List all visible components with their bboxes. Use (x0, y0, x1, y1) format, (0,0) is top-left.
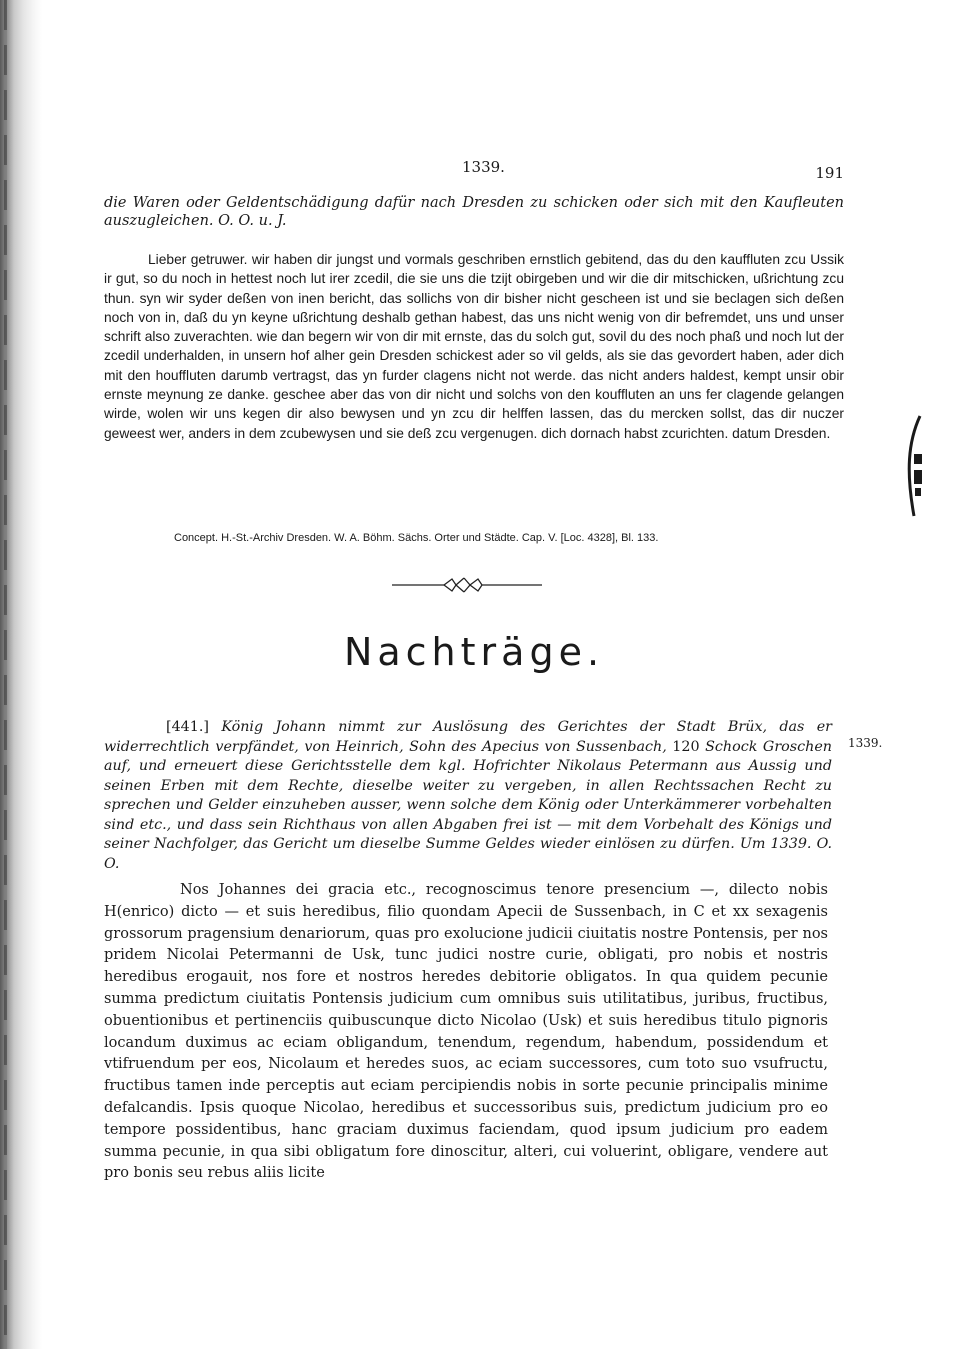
ornament-divider-icon (392, 575, 542, 595)
header-year: 1339. (462, 158, 505, 176)
regest-abstract (104, 718, 832, 874)
margin-year: 1339. (848, 736, 883, 750)
previous-document-abstract-end: die Waren oder Geldentschädigung dafür nach Dresden zu schicken oder sich mit den Kaufleuten auszugleichen. O. O. u. J. (104, 195, 844, 229)
page-number: 191 (815, 164, 844, 182)
margin-stamp-mark-icon (900, 412, 926, 522)
running-head (104, 150, 844, 180)
section-title: Nachträge. (343, 630, 605, 674)
regest-amount: 120 (672, 738, 700, 755)
letter-text: Lieber getruwer. wir haben dir jungst und vormals geschriben ernstlich gebitend, das du den kauffluten zcu Ussik ir gut, so du noch in hettest noch lut irer zcedil, die sie uns die tzijt obirgeben und wir die dir mitschicken, ußrichtung zcu thun. syn wir syder deßen von inen bericht, das sollichs von dir bisher nicht gescheen ist und sie beclagen sich deßen noch von in, daß du yn keyne ußrichtung deshalb gethan habest, das uns nicht wenig von dir befremdet, uns und unser schrift also zuverachten. wie dan begern wir von dir mit ernste, das du solch gut, sovil du des noch phaß und noch lut der zcedil underhalden, in unsern hof alher gein Dresden schickest ader so vil gelds, als sie das gevordert haben, ader dich mit den houffluten darumb vertragst, das yn furder clagens nicht not werde. das nicht anders haldest, kempt unsir obir ernste meynung ze danke. geschee aber das von dir nicht und solchs von den kouffluten an uns fer clagende gelangen wirde, wolen wir uns kegen dir also bewysen und yn zcu dir helffen lassen, das du mercken sollst, das dir nuczer geweest wer, anders in dem zcubewysen und sie deß zcu vergenugen. dich dornach habst zcurichten. datum Dresden. (104, 252, 844, 441)
source-citation: Concept. H.-St.-Archiv Dresden. W. A. Böhm. Sächs. Orter und Städte. Cap. V. [Loc. 4328], Bl. 133. (174, 532, 659, 544)
regest-number: [441.] (166, 719, 209, 735)
regest-text-part-b: Schock Groschen auf, und erneuert diese Gerichtsstelle dem kgl. Hofrichter Nikolaus Petermann aus Aussig und seinen Erben mit dem Rechte, dieselbe weiter zu vergeben, in allen Rechtssachen Recht zu sprechen und Gelder einzuheben ausser, wenn solche dem König oder Unterkämmerer vorbehalten sind etc., und dass sein Richthaus von allen Abgaben frei ist — mit dem Vorbehalt des Königs und seiner Nachfolger, das Gericht um dieselbe Summe Geldes wieder einlösen zu dürfen. Um 1339. O. O. (104, 738, 832, 872)
regest-text-part-a: König Johann nimmt zur Auslösung des Gerichtes der Stadt Brüx, das er widerrechtlich verpfändet, von Heinrich, Sohn des Apecius von Sussenbach, (104, 719, 832, 755)
scan-binding-edge (0, 0, 42, 1349)
charter-latin-text: Nos Johannes dei gracia etc., recognoscimus tenore presencium —, dilecto nobis H(enrico) dicto — et suis heredibus, filio quondam Apecii de Sussenbach, in C et xx sexagenis grossorum pragensium denariorum, quas pro exolucione judicii ciuitatis nostre Pontensis, per nos pridem Nicolai Petermanni de Usk, tunc judici nostre curie, obligati, pro nobis et nostris heredibus erogauit, nos fore et nostros heredes debitorie obligatos. In qua quidem pecunie summa predictum ciuitatis Pontensis judicium cum omnibus suis utilitatibus, juribus, fructibus, obuentionibus et pertinenciis quibuscunque dicto Nicolao (Usk) et suis heredibus titulo pignoris locandum duximus ac eciam obligandum, tenendum, regendum, habendum, possidendum et vtifruendum per eos, Nicolaum et heredes suos, ac eciam successores, cum toto suo vsufructu, fructibus tamen inde perceptis aut eciam percipiendis nobis in sorte pecunie principalis minime defalcandis. Ipsis quoque Nicolao, heredibus et successoribus suis, predictum judicium pro eo tempore possidentibus, hanc graciam duximus faciendam, quod ipsum judicium pro eadem summa pecunie, in qua sibi obligatum fore dinoscitur, alteri, cui voluerint, obligare, vendere aut pro bonis seu rebus aliis licite (104, 882, 828, 1182)
